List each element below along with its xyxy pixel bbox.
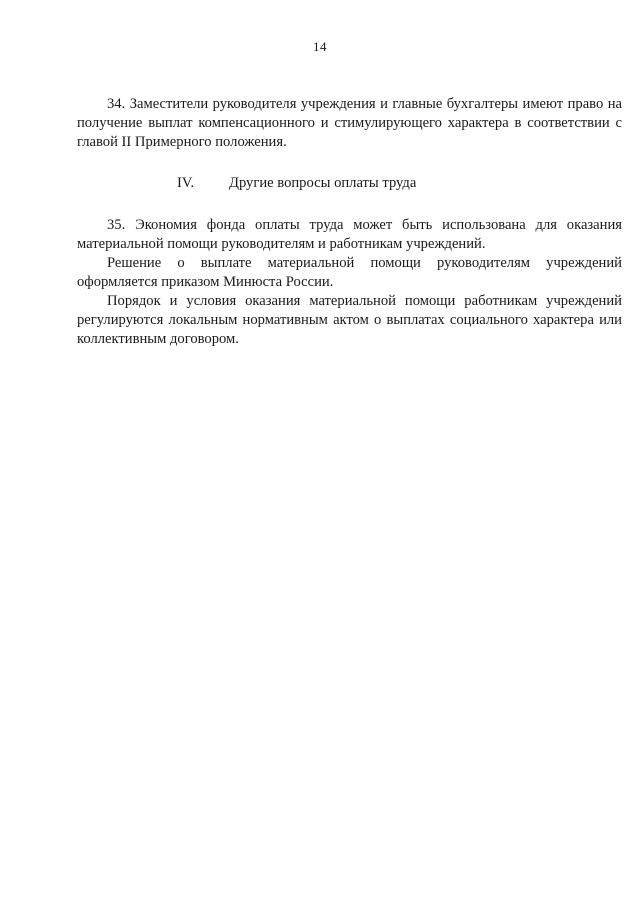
paragraph-34: 34. Заместители руководителя учреждения и главные бухгалтеры имеют право на получение выплат компенсационного и стимулирующего характера в соответствии с главой II Примерного положения. [77, 96, 622, 150]
paragraph-35: 35. Экономия фонда оплаты труда может быть использована для оказания материальной помощи руководителям и работникам учреждений. [77, 217, 622, 252]
paragraph-35-order: Порядок и условия оказания материальной помощи работникам учреждений регулируются локальным нормативным актом о выплатах социального характера или коллективным договором. [77, 293, 622, 347]
paragraph-35-decision: Решение о выплате материальной помощи руководителям учреждений оформляется приказом Минюста России. [77, 255, 622, 290]
section-number: IV. [177, 175, 195, 191]
section-title: Другие вопросы оплаты труда [229, 175, 417, 191]
document-body [77, 95, 622, 349]
section-heading [77, 174, 622, 193]
page-number: 14 [313, 39, 327, 54]
